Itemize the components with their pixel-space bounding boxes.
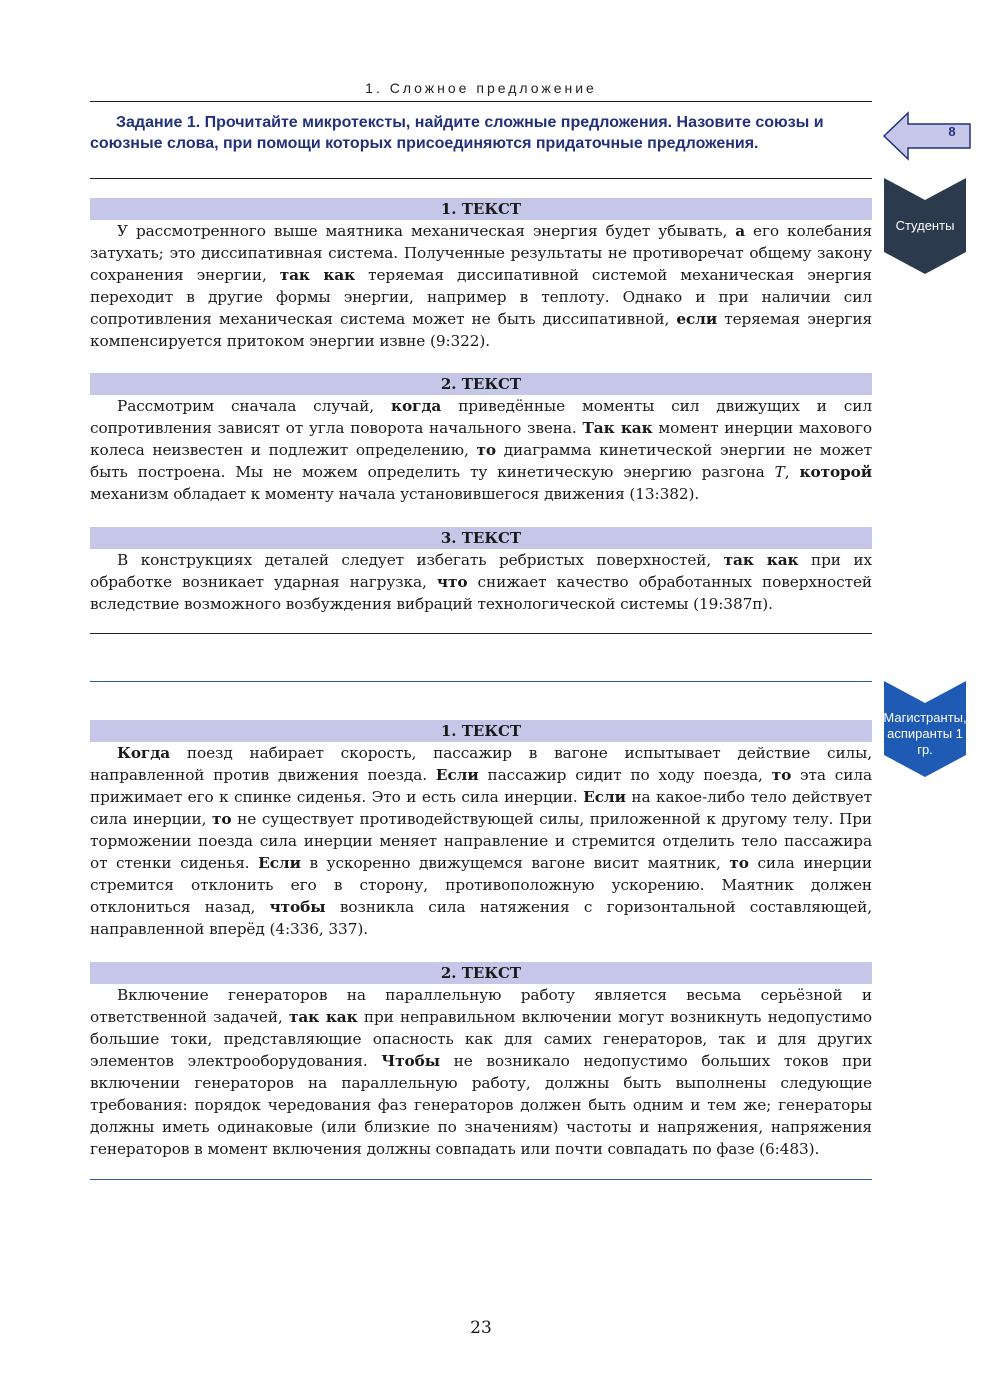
text-paragraph: Включение генераторов на параллельную работу является весьма серьёзной и ответственной задачей, так как при неправильном включении могут возникнуть недопустимо большие токи, представляющие опасность как для самих генераторов, так и для других элементов электрооборудования. Чтобы не возникало недопустимо больших токов при включении генераторов на параллельную работу, должны быть выполнены следующие требования: порядок чередования фаз генераторов должен быть одним и тем же; генераторы должны иметь одинаковые (или близкие по значениям) частоты и напряжения, напряжения генераторов в момент включения должны совпадать или почти совпадать по фазе (6:483). — [90, 986, 872, 1158]
text-paragraph: Рассмотрим сначала случай, когда приведённые моменты сил движущих и сил сопротивления зависят от угла поворота начального звена. Так как момент инерции махового колеса неизвестен и подлежит определению, то диаграмма кинетической энергии не может быть построена. Мы не можем определить ту кинетическую энергию разгона T, которой механизм обладает к моменту начала установившегося движения (13:382). — [90, 397, 872, 503]
students-tab-label: Студенты — [895, 218, 955, 233]
text-title-bar: 2. ТЕКСТ — [90, 373, 872, 395]
s2-text1 — [90, 720, 872, 940]
running-head: 1. Сложное предложение — [365, 80, 597, 96]
text-title-bar: 3. ТЕКСТ — [90, 527, 872, 549]
section-rule-top — [90, 178, 872, 179]
s1-text3 — [90, 527, 872, 615]
s2-text2 — [90, 962, 872, 1160]
text-paragraph: В конструкциях деталей следует избегать ребристых поверхностей, так как при их обработке возникает ударная нагрузка, что снижает качество обработанных поверхностей вследствие возможного возбуждения вибраций технологической системы (19:387п). — [90, 551, 872, 613]
text-paragraph: Когда поезд набирает скорость, пассажир в вагоне испытывает действие силы, направленной против движения поезда. Если пассажир сидит по ходу поезда, то эта сила прижимает его к спинке сиденья. Это и есть сила инерции. Если на какое-либо тело действует сила инерции, то не существует противодействующей силы, приложенной к другому телу. При торможении поезда сила инерции меняет направление и стремится отделить тело пассажира от стенки сиденья. Если в ускоренно движущемся вагоне висит маятник, то сила инерции стремится отклонить его в сторону, противоположную ускорению. Маятник должен отклониться назад, чтобы возникла сила натяжения с горизонтальной составляющей, направленной вперёд (4:336, 337). — [90, 744, 873, 938]
section2-rule-top — [90, 681, 872, 682]
header-rule — [90, 101, 872, 102]
text-title-bar: 2. ТЕКСТ — [90, 962, 872, 984]
text-paragraph: У рассмотренного выше маятника механическая энергия будет убывать, а его колебания затухать; это диссипативная система. Полученные результаты не противоречат общему закону сохранения энергии, так как теряемая диссипативной системой механическая энергия переходит в другие формы энергии, например в теплоту. Однако и при наличии сил сопротивления механическая система может не быть диссипативной, если теряемая энергия компенсируется притоком энергии извне (9:322). — [90, 222, 872, 350]
masters-tab-label: Магистранты, аспиранты 1 гр. — [883, 710, 967, 757]
section2-rule-bottom — [90, 1179, 872, 1180]
text-title-bar: 1. ТЕКСТ — [90, 198, 872, 220]
section-rule-bottom — [90, 633, 872, 634]
s1-text2 — [90, 373, 872, 505]
s1-text1 — [90, 198, 872, 352]
arrow-number: 8 — [948, 124, 956, 139]
page-number: 23 — [470, 1318, 492, 1338]
task-statement: Задание 1. Прочитайте микротексты, найдите сложные предложения. Назовите союзы и союзные слова, при помощи которых присоединяются придаточные предложения. — [90, 114, 824, 152]
text-title-bar: 1. ТЕКСТ — [90, 720, 872, 742]
